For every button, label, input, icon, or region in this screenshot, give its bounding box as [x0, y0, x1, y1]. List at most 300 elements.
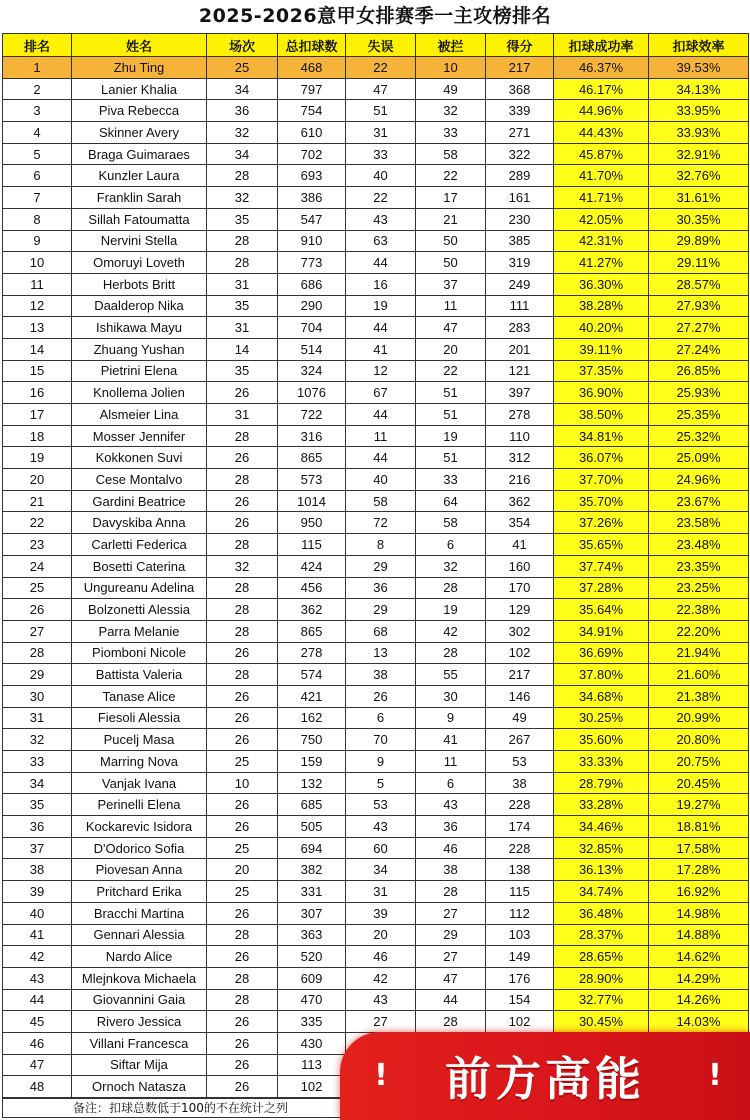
cell-success-rate: 33.33% [554, 751, 649, 773]
table-row [3, 360, 749, 382]
cell-efficiency: 29.11% [649, 252, 749, 274]
cell-errors: 58 [346, 490, 416, 512]
cell-name: Omoruyi Loveth [72, 252, 207, 274]
cell-total-attacks: 115 [278, 534, 346, 556]
cell-matches: 26 [207, 902, 278, 924]
cell-matches: 10 [207, 772, 278, 794]
cell-efficiency: 21.38% [649, 685, 749, 707]
cell-rank: 40 [3, 902, 72, 924]
cell-rank: 1 [3, 57, 72, 79]
cell-name: Pietrini Elena [72, 360, 207, 382]
cell-efficiency: 14.98% [649, 902, 749, 924]
cell-matches: 26 [207, 946, 278, 968]
cell-points: 289 [486, 165, 554, 187]
cell-matches: 26 [207, 512, 278, 534]
cell-efficiency: 25.32% [649, 425, 749, 447]
cell-matches: 26 [207, 794, 278, 816]
cell-matches: 32 [207, 187, 278, 209]
cell-total-attacks: 574 [278, 664, 346, 686]
cell-matches: 26 [207, 685, 278, 707]
table-row [3, 967, 749, 989]
cell-total-attacks: 685 [278, 794, 346, 816]
cell-total-attacks: 456 [278, 577, 346, 599]
cell-efficiency: 20.99% [649, 707, 749, 729]
cell-matches: 28 [207, 425, 278, 447]
cell-matches: 36 [207, 100, 278, 122]
cell-name: Tanase Alice [72, 685, 207, 707]
ranking-table [2, 33, 749, 1098]
cell-errors: 46 [346, 946, 416, 968]
table-row [3, 100, 749, 122]
cell-total-attacks: 290 [278, 295, 346, 317]
cell-errors: 42 [346, 967, 416, 989]
cell-success-rate: 34.91% [554, 620, 649, 642]
cell-errors: 22 [346, 57, 416, 79]
cell-name: Herbots Britt [72, 273, 207, 295]
cell-efficiency: 27.24% [649, 338, 749, 360]
cell-name: Villani Francesca [72, 1032, 207, 1054]
cell-efficiency: 14.88% [649, 924, 749, 946]
cell-efficiency: 18.81% [649, 816, 749, 838]
cell-errors: 44 [346, 317, 416, 339]
cell-rank: 23 [3, 534, 72, 556]
cell-name: Perinelli Elena [72, 794, 207, 816]
cell-total-attacks: 704 [278, 317, 346, 339]
cell-errors: 51 [346, 100, 416, 122]
cell-efficiency: 16.92% [649, 881, 749, 903]
cell-errors: 40 [346, 165, 416, 187]
table-row [3, 902, 749, 924]
cell-total-attacks: 910 [278, 230, 346, 252]
cell-matches: 34 [207, 78, 278, 100]
cell-blocked: 11 [416, 751, 486, 773]
cell-total-attacks: 132 [278, 772, 346, 794]
cell-success-rate: 41.70% [554, 165, 649, 187]
cell-rank: 10 [3, 252, 72, 274]
cell-points: 102 [486, 642, 554, 664]
cell-rank: 32 [3, 729, 72, 751]
cell-success-rate: 40.20% [554, 317, 649, 339]
cell-errors: 44 [346, 447, 416, 469]
cell-rank: 30 [3, 685, 72, 707]
column-header-matches: 场次 [207, 34, 278, 57]
cell-total-attacks: 324 [278, 360, 346, 382]
cell-blocked: 43 [416, 794, 486, 816]
cell-points: 339 [486, 100, 554, 122]
cell-errors: 26 [346, 685, 416, 707]
cell-rank: 19 [3, 447, 72, 469]
cell-errors: 53 [346, 794, 416, 816]
cell-total-attacks: 609 [278, 967, 346, 989]
footnote: 备注：扣球总数低于100的不在统计之列 [2, 1098, 748, 1118]
column-header-blocked: 被拦 [416, 34, 486, 57]
cell-total-attacks: 470 [278, 989, 346, 1011]
cell-total-attacks: 102 [278, 1076, 346, 1098]
cell-name: Ungureanu Adelina [72, 577, 207, 599]
column-header-total-attacks: 总扣球数 [278, 34, 346, 57]
cell-success-rate: 37.35% [554, 360, 649, 382]
cell-total-attacks: 113 [278, 1054, 346, 1076]
cell-blocked: 36 [416, 816, 486, 838]
cell-success-rate: 42.05% [554, 208, 649, 230]
cell-total-attacks: 547 [278, 208, 346, 230]
cell-blocked: 49 [416, 78, 486, 100]
cell-points: 267 [486, 729, 554, 751]
cell-matches: 26 [207, 1011, 278, 1033]
column-header-efficiency: 扣球效率 [649, 34, 749, 57]
cell-total-attacks: 362 [278, 599, 346, 621]
cell-points: 49 [486, 707, 554, 729]
cell-efficiency: 25.09% [649, 447, 749, 469]
cell-blocked: 58 [416, 143, 486, 165]
cell-total-attacks: 331 [278, 881, 346, 903]
cell-rank: 24 [3, 555, 72, 577]
cell-points: 160 [486, 555, 554, 577]
cell-blocked: 32 [416, 555, 486, 577]
cell-rank: 2 [3, 78, 72, 100]
table-row [3, 924, 749, 946]
cell-matches: 25 [207, 57, 278, 79]
cell-points: 112 [486, 902, 554, 924]
cell-blocked: 22 [416, 165, 486, 187]
cell-name: Franklin Sarah [72, 187, 207, 209]
table-row [3, 187, 749, 209]
cell-name: Fiesoli Alessia [72, 707, 207, 729]
cell-blocked: 29 [416, 924, 486, 946]
cell-errors: 11 [346, 425, 416, 447]
cell-success-rate: 36.07% [554, 447, 649, 469]
table-row [3, 295, 749, 317]
cell-name: Lanier Khalia [72, 78, 207, 100]
cell-matches: 26 [207, 447, 278, 469]
cell-name: Zhu Ting [72, 57, 207, 79]
cell-points: 228 [486, 794, 554, 816]
cell-total-attacks: 865 [278, 620, 346, 642]
cell-points: 283 [486, 317, 554, 339]
cell-matches: 31 [207, 404, 278, 426]
cell-total-attacks: 610 [278, 122, 346, 144]
table-row [3, 946, 749, 968]
cell-matches: 26 [207, 490, 278, 512]
cell-points: 201 [486, 338, 554, 360]
cell-rank: 36 [3, 816, 72, 838]
cell-rank: 38 [3, 859, 72, 881]
exclamation-icon: ! [374, 1058, 388, 1093]
cell-rank: 28 [3, 642, 72, 664]
cell-total-attacks: 694 [278, 837, 346, 859]
cell-efficiency: 23.35% [649, 555, 749, 577]
table-row [3, 816, 749, 838]
table-row [3, 751, 749, 773]
table-row [3, 273, 749, 295]
table-row [3, 989, 749, 1011]
cell-errors: 6 [346, 707, 416, 729]
cell-name: Daalderop Nika [72, 295, 207, 317]
cell-blocked: 6 [416, 534, 486, 556]
cell-success-rate: 28.37% [554, 924, 649, 946]
table-row [3, 404, 749, 426]
cell-rank: 31 [3, 707, 72, 729]
cell-errors: 31 [346, 122, 416, 144]
cell-matches: 25 [207, 837, 278, 859]
cell-blocked: 55 [416, 664, 486, 686]
cell-rank: 8 [3, 208, 72, 230]
cell-efficiency: 22.20% [649, 620, 749, 642]
cell-efficiency: 33.93% [649, 122, 749, 144]
cell-errors: 70 [346, 729, 416, 751]
cell-name: Zhuang Yushan [72, 338, 207, 360]
cell-success-rate: 36.48% [554, 902, 649, 924]
cell-efficiency: 30.35% [649, 208, 749, 230]
cell-total-attacks: 693 [278, 165, 346, 187]
cell-success-rate: 42.31% [554, 230, 649, 252]
cell-name: Nervini Stella [72, 230, 207, 252]
cell-errors: 5 [346, 772, 416, 794]
cell-name: Rivero Jessica [72, 1011, 207, 1033]
cell-success-rate: 36.13% [554, 859, 649, 881]
cell-blocked: 6 [416, 772, 486, 794]
cell-success-rate: 41.71% [554, 187, 649, 209]
cell-total-attacks: 520 [278, 946, 346, 968]
cell-blocked: 19 [416, 599, 486, 621]
cell-total-attacks: 797 [278, 78, 346, 100]
cell-total-attacks: 754 [278, 100, 346, 122]
cell-name: Piomboni Nicole [72, 642, 207, 664]
cell-efficiency: 31.61% [649, 187, 749, 209]
cell-total-attacks: 421 [278, 685, 346, 707]
cell-points: 217 [486, 57, 554, 79]
cell-success-rate: 41.27% [554, 252, 649, 274]
table-header-row [3, 34, 749, 57]
cell-name: Carletti Federica [72, 534, 207, 556]
table-row [3, 577, 749, 599]
column-header-points: 得分 [486, 34, 554, 57]
cell-rank: 3 [3, 100, 72, 122]
cell-blocked: 64 [416, 490, 486, 512]
table-row [3, 837, 749, 859]
cell-matches: 26 [207, 1054, 278, 1076]
cell-points: 216 [486, 469, 554, 491]
cell-total-attacks: 514 [278, 338, 346, 360]
cell-name: Parra Melanie [72, 620, 207, 642]
cell-errors: 8 [346, 534, 416, 556]
cell-errors: 22 [346, 187, 416, 209]
cell-total-attacks: 750 [278, 729, 346, 751]
table-row [3, 881, 749, 903]
cell-blocked: 27 [416, 902, 486, 924]
cell-success-rate: 30.25% [554, 707, 649, 729]
column-header-errors: 失误 [346, 34, 416, 57]
table-row [3, 642, 749, 664]
cell-points: 146 [486, 685, 554, 707]
cell-efficiency: 17.28% [649, 859, 749, 881]
cell-success-rate: 44.43% [554, 122, 649, 144]
table-row [3, 664, 749, 686]
cell-name: Kokkonen Suvi [72, 447, 207, 469]
table-row [3, 794, 749, 816]
cell-blocked: 32 [416, 100, 486, 122]
cell-matches: 28 [207, 534, 278, 556]
cell-total-attacks: 573 [278, 469, 346, 491]
cell-total-attacks: 950 [278, 512, 346, 534]
cell-matches: 28 [207, 469, 278, 491]
cell-name: Piva Rebecca [72, 100, 207, 122]
cell-points: 368 [486, 78, 554, 100]
cell-blocked: 47 [416, 317, 486, 339]
cell-name: Kockarevic Isidora [72, 816, 207, 838]
cell-efficiency: 25.35% [649, 404, 749, 426]
cell-blocked: 28 [416, 881, 486, 903]
cell-matches: 31 [207, 273, 278, 295]
table-row [3, 772, 749, 794]
table-row [3, 122, 749, 144]
cell-name: Bosetti Caterina [72, 555, 207, 577]
cell-name: Battista Valeria [72, 664, 207, 686]
cell-matches: 28 [207, 252, 278, 274]
cell-blocked: 30 [416, 685, 486, 707]
cell-matches: 25 [207, 881, 278, 903]
cell-blocked: 17 [416, 187, 486, 209]
table-row [3, 57, 749, 79]
cell-blocked: 33 [416, 122, 486, 144]
cell-points: 38 [486, 772, 554, 794]
table-row [3, 230, 749, 252]
cell-name: Piovesan Anna [72, 859, 207, 881]
cell-blocked: 51 [416, 447, 486, 469]
cell-success-rate: 44.96% [554, 100, 649, 122]
cell-success-rate: 45.87% [554, 143, 649, 165]
cell-total-attacks: 278 [278, 642, 346, 664]
cell-points: 176 [486, 967, 554, 989]
exclamation-icon: ! [708, 1058, 722, 1093]
cell-points: 154 [486, 989, 554, 1011]
cell-rank: 44 [3, 989, 72, 1011]
cell-points: 319 [486, 252, 554, 274]
cell-points: 111 [486, 295, 554, 317]
cell-rank: 17 [3, 404, 72, 426]
cell-success-rate: 28.90% [554, 967, 649, 989]
cell-blocked: 46 [416, 837, 486, 859]
cell-total-attacks: 1076 [278, 382, 346, 404]
cell-errors: 9 [346, 751, 416, 773]
cell-matches: 28 [207, 989, 278, 1011]
cell-points: 110 [486, 425, 554, 447]
cell-blocked: 11 [416, 295, 486, 317]
cell-points: 249 [486, 273, 554, 295]
cell-rank: 4 [3, 122, 72, 144]
cell-total-attacks: 307 [278, 902, 346, 924]
cell-errors: 40 [346, 469, 416, 491]
table-body [3, 57, 749, 1098]
cell-efficiency: 19.27% [649, 794, 749, 816]
cell-success-rate: 35.64% [554, 599, 649, 621]
hype-banner [340, 1032, 750, 1120]
cell-success-rate: 37.70% [554, 469, 649, 491]
cell-points: 354 [486, 512, 554, 534]
cell-success-rate: 34.68% [554, 685, 649, 707]
column-header-rank: 排名 [3, 34, 72, 57]
cell-blocked: 28 [416, 577, 486, 599]
cell-blocked: 21 [416, 208, 486, 230]
cell-rank: 16 [3, 382, 72, 404]
cell-rank: 39 [3, 881, 72, 903]
cell-success-rate: 33.28% [554, 794, 649, 816]
cell-blocked: 42 [416, 620, 486, 642]
cell-rank: 9 [3, 230, 72, 252]
cell-success-rate: 35.60% [554, 729, 649, 751]
cell-blocked: 38 [416, 859, 486, 881]
cell-points: 362 [486, 490, 554, 512]
cell-rank: 18 [3, 425, 72, 447]
cell-points: 41 [486, 534, 554, 556]
cell-success-rate: 37.26% [554, 512, 649, 534]
cell-rank: 33 [3, 751, 72, 773]
cell-name: Ishikawa Mayu [72, 317, 207, 339]
cell-efficiency: 33.95% [649, 100, 749, 122]
cell-name: Braga Guimaraes [72, 143, 207, 165]
page-title: 2025-2026意甲女排赛季一主攻榜排名 [198, 5, 552, 27]
cell-success-rate: 37.80% [554, 664, 649, 686]
table-row [3, 382, 749, 404]
cell-total-attacks: 316 [278, 425, 346, 447]
cell-matches: 26 [207, 1076, 278, 1098]
cell-name: Pritchard Erika [72, 881, 207, 903]
cell-name: Vanjak Ivana [72, 772, 207, 794]
cell-matches: 26 [207, 642, 278, 664]
cell-blocked: 50 [416, 230, 486, 252]
cell-errors: 44 [346, 252, 416, 274]
cell-errors: 20 [346, 924, 416, 946]
cell-success-rate: 37.74% [554, 555, 649, 577]
cell-rank: 14 [3, 338, 72, 360]
cell-rank: 48 [3, 1076, 72, 1098]
cell-matches: 28 [207, 230, 278, 252]
cell-matches: 32 [207, 122, 278, 144]
cell-matches: 26 [207, 382, 278, 404]
cell-matches: 28 [207, 924, 278, 946]
cell-matches: 26 [207, 816, 278, 838]
cell-efficiency: 23.67% [649, 490, 749, 512]
cell-success-rate: 46.17% [554, 78, 649, 100]
table-row [3, 512, 749, 534]
cell-efficiency: 26.85% [649, 360, 749, 382]
cell-blocked: 51 [416, 382, 486, 404]
cell-success-rate: 28.79% [554, 772, 649, 794]
table-row [3, 599, 749, 621]
cell-rank: 22 [3, 512, 72, 534]
table-row [3, 707, 749, 729]
cell-rank: 42 [3, 946, 72, 968]
cell-rank: 34 [3, 772, 72, 794]
table-row [3, 729, 749, 751]
cell-success-rate: 35.70% [554, 490, 649, 512]
cell-rank: 43 [3, 967, 72, 989]
cell-blocked: 10 [416, 57, 486, 79]
cell-rank: 12 [3, 295, 72, 317]
cell-points: 170 [486, 577, 554, 599]
cell-success-rate: 37.28% [554, 577, 649, 599]
cell-total-attacks: 386 [278, 187, 346, 209]
cell-errors: 43 [346, 816, 416, 838]
cell-rank: 27 [3, 620, 72, 642]
cell-blocked: 28 [416, 1011, 486, 1033]
cell-total-attacks: 686 [278, 273, 346, 295]
cell-blocked: 20 [416, 338, 486, 360]
cell-efficiency: 14.26% [649, 989, 749, 1011]
cell-matches: 28 [207, 599, 278, 621]
cell-points: 53 [486, 751, 554, 773]
cell-errors: 43 [346, 989, 416, 1011]
